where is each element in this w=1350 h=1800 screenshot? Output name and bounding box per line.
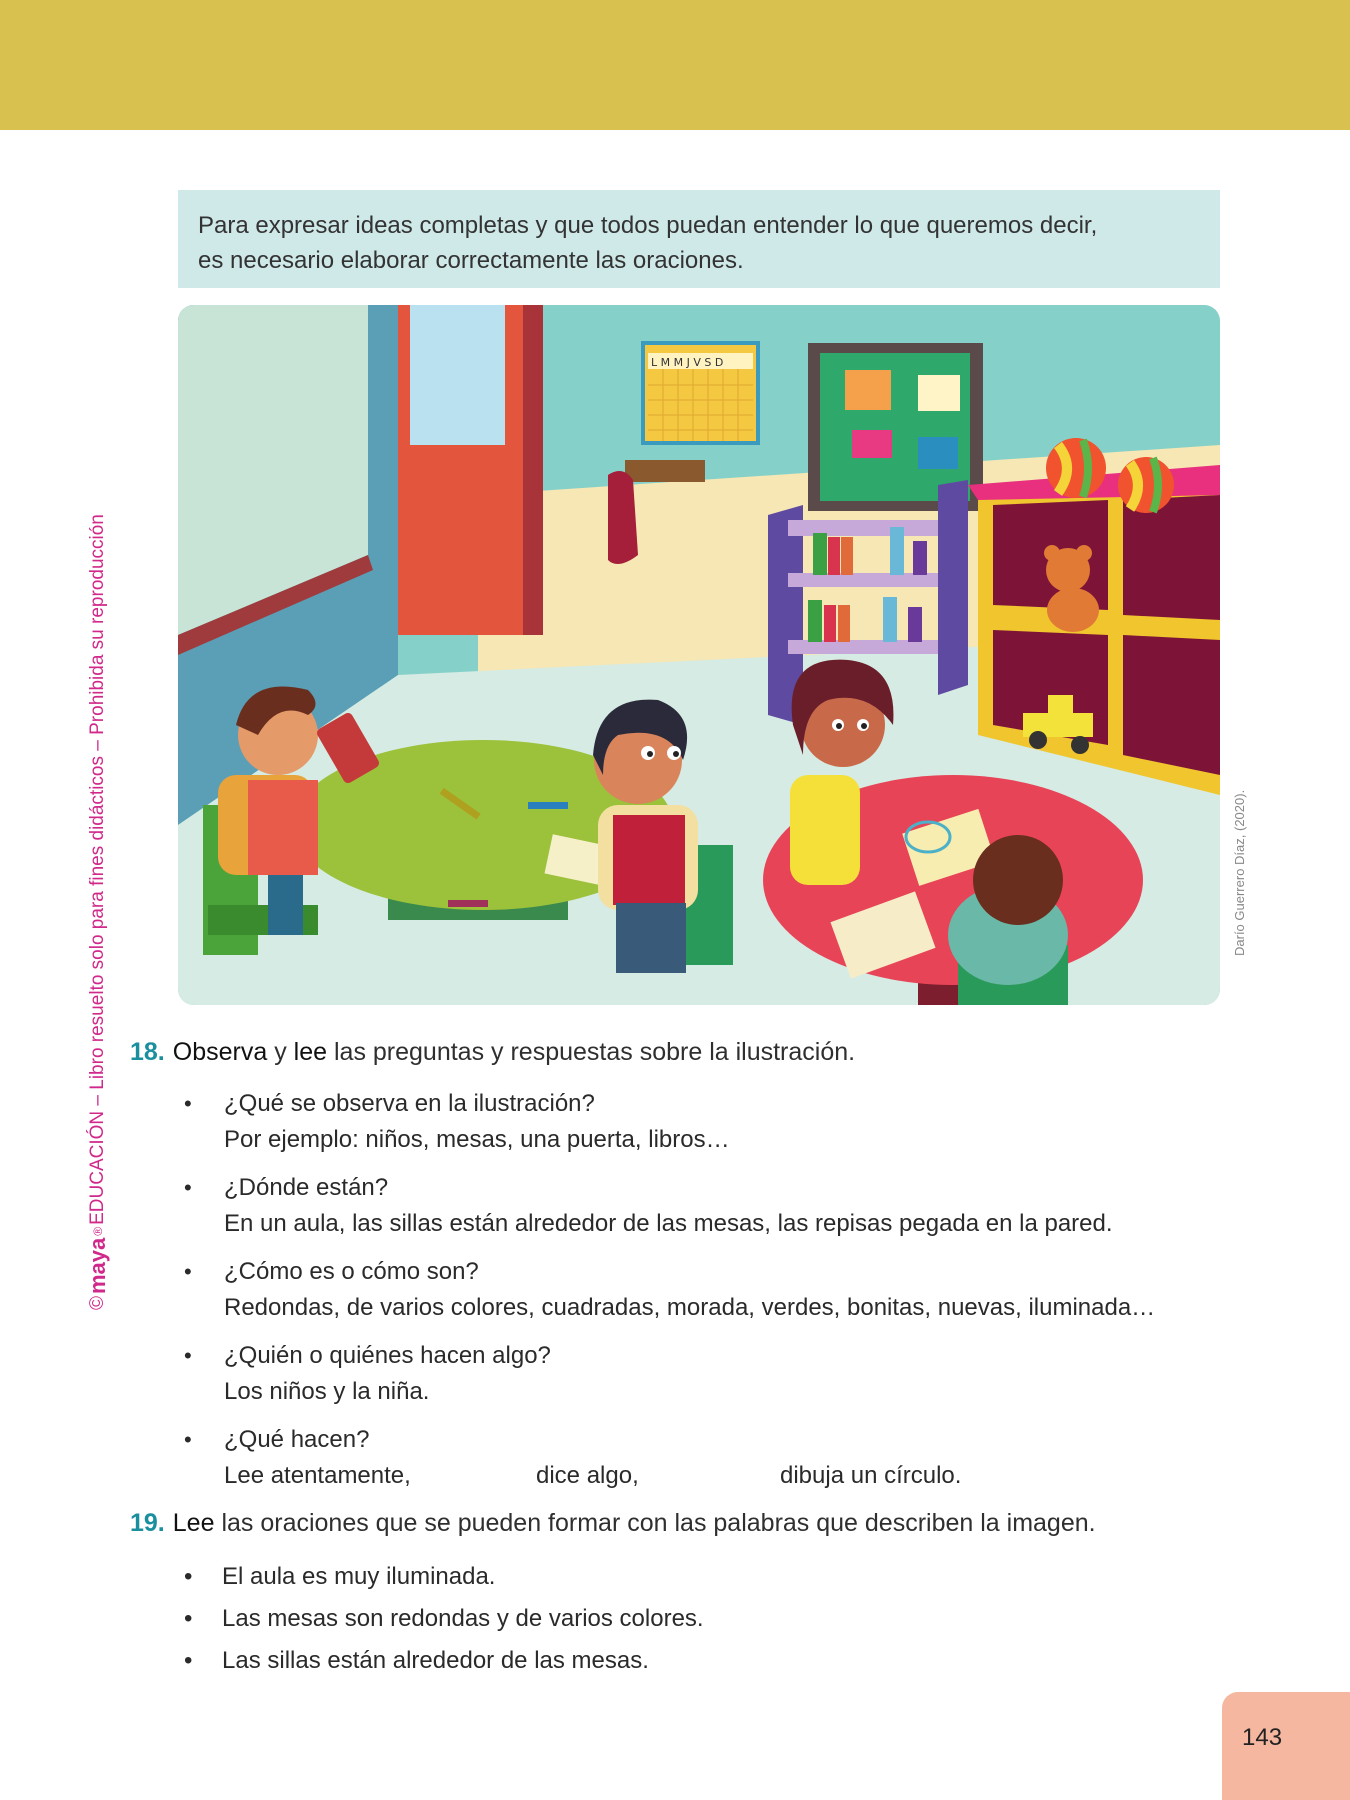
coat-rack	[625, 460, 705, 482]
registered-symbol: ®	[91, 1226, 105, 1236]
page-number-tab	[1222, 1692, 1350, 1800]
answer-text: En un aula, las sillas están alrededor de las mesas, las repisas pegada en la pared.	[224, 1210, 1113, 1237]
list-item	[184, 1422, 1234, 1494]
ball-2	[1118, 457, 1174, 513]
answer-text: Los niños y la niña.	[224, 1378, 430, 1405]
question-text: • ¿Cómo es o cómo son?	[224, 1258, 479, 1285]
activity-18-verb-observa: Observa	[172, 1038, 268, 1066]
activity-18-verb-lee: lee	[293, 1038, 328, 1066]
top-color-band	[0, 0, 1350, 130]
copyright-text: EDUCACIÓN – Libro resuelto solo para fines didácticos – Prohibida su reproducción	[87, 514, 108, 1225]
question-text: • ¿Dónde están?	[224, 1174, 389, 1201]
intro-box	[178, 190, 1220, 288]
question-answer-list	[184, 1086, 1234, 1506]
activity-19-verb-lee: Lee	[172, 1509, 215, 1537]
list-item	[184, 1170, 1234, 1242]
answer-text: Por ejemplo: niños, mesas, una puerta, libros…	[224, 1126, 730, 1153]
activity-18-number: 18.	[130, 1038, 165, 1066]
brand-logo-text: maya	[85, 1237, 110, 1294]
door-window	[410, 305, 505, 445]
activity-19-number: 19.	[130, 1509, 165, 1537]
list-item	[184, 1338, 1234, 1410]
page-number: 143	[1242, 1724, 1283, 1751]
illustration-credit: Darío Guerrero Díaz, (2020).	[1232, 789, 1247, 956]
copyright-symbol: ©	[87, 1296, 108, 1310]
copyright-side-note	[84, 510, 112, 1310]
action-text: Lee atentamente,	[224, 1462, 411, 1489]
list-item	[184, 1254, 1234, 1326]
question-text: • ¿Qué se observa en la ilustración?	[224, 1090, 595, 1117]
activity-18-instruction: las preguntas y respuestas sobre la ilustración.	[333, 1038, 856, 1066]
activity-19-heading	[130, 1509, 1096, 1538]
activity-19-instruction: las oraciones que se pueden formar con las palabras que describen la imagen.	[221, 1509, 1096, 1537]
action-text: dibuja un círculo.	[780, 1462, 962, 1489]
calendar-days: L M M J V S D	[651, 356, 724, 369]
list-item: • Las sillas están alrededor de las mesas.	[184, 1640, 704, 1682]
classroom-illustration	[178, 305, 1220, 1005]
list-item: • Las mesas son redondas y de varios colores.	[184, 1598, 704, 1640]
list-item: • El aula es muy iluminada.	[184, 1556, 704, 1598]
door-frame	[523, 305, 543, 635]
intro-line-2: es necesario elaborar correctamente las oraciones.	[198, 247, 744, 274]
action-text: dice algo,	[536, 1462, 639, 1489]
calendar	[643, 343, 758, 443]
activity-18-connector: y	[274, 1038, 287, 1066]
actions-row	[224, 1458, 1234, 1494]
sentence-list	[184, 1556, 704, 1682]
activity-18-heading	[130, 1038, 855, 1067]
intro-line-1: Para expresar ideas completas y que todos puedan entender lo que queremos decir,	[198, 212, 1098, 239]
question-text: • ¿Quién o quiénes hacen algo?	[224, 1342, 551, 1369]
question-text: • ¿Qué hacen?	[224, 1426, 370, 1453]
answer-text: Redondas, de varios colores, cuadradas, morada, verdes, bonitas, nuevas, iluminada…	[224, 1294, 1156, 1321]
list-item	[184, 1086, 1234, 1158]
